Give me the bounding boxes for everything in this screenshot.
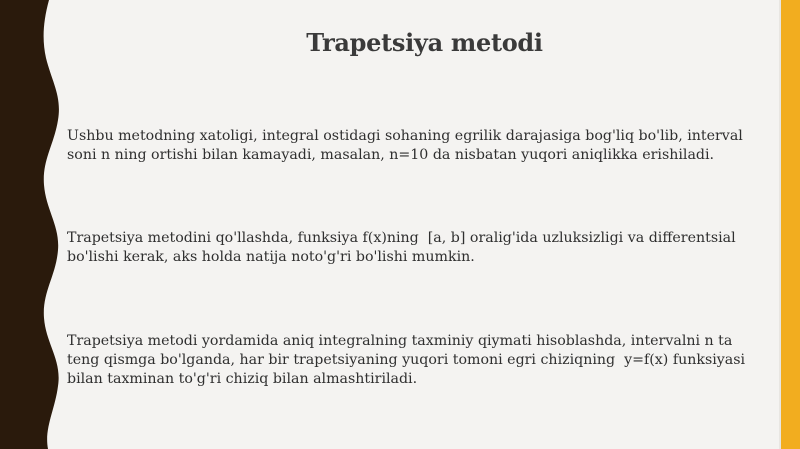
slide-title: Trapetsiya metodi bbox=[306, 28, 543, 57]
paragraph-line: Trapetsiya metodi yordamida aniq integralning taxminiy qiymati hisoblashda, intervalni n ta bbox=[67, 333, 733, 349]
paragraph-line: bo'lishi kerak, aks holda natija noto'g'ri bo'lishi mumkin. bbox=[67, 249, 475, 265]
paragraph-line: Ushbu metodning xatoligi, integral ostidagi sohaning egrilik darajasiga bog'liq bo'lib, interval bbox=[67, 128, 743, 144]
paragraph-line: Trapetsiya metodini qo'llashda, funksiya f(x)ning [a, b] oralig'ida uzluksizligi va differentsial bbox=[67, 230, 736, 246]
paragraph-line: teng qismga bo'lganda, har bir trapetsiyaning yuqori tomoni egri chiziqning y=f(x) funksiyasi bbox=[67, 352, 746, 368]
left-wavy-band bbox=[0, 0, 70, 449]
right-accent-band bbox=[781, 0, 800, 449]
paragraph-1 bbox=[67, 127, 757, 165]
paragraph-2 bbox=[67, 229, 757, 267]
paragraph-line: soni n ning ortishi bilan kamayadi, masalan, n=10 da nisbatan yuqori aniqlikka erishiladi. bbox=[67, 147, 715, 163]
paragraph-3 bbox=[67, 332, 757, 389]
paragraph-line: bilan taxminan to'g'ri chiziq bilan almashtiriladi. bbox=[67, 371, 418, 387]
